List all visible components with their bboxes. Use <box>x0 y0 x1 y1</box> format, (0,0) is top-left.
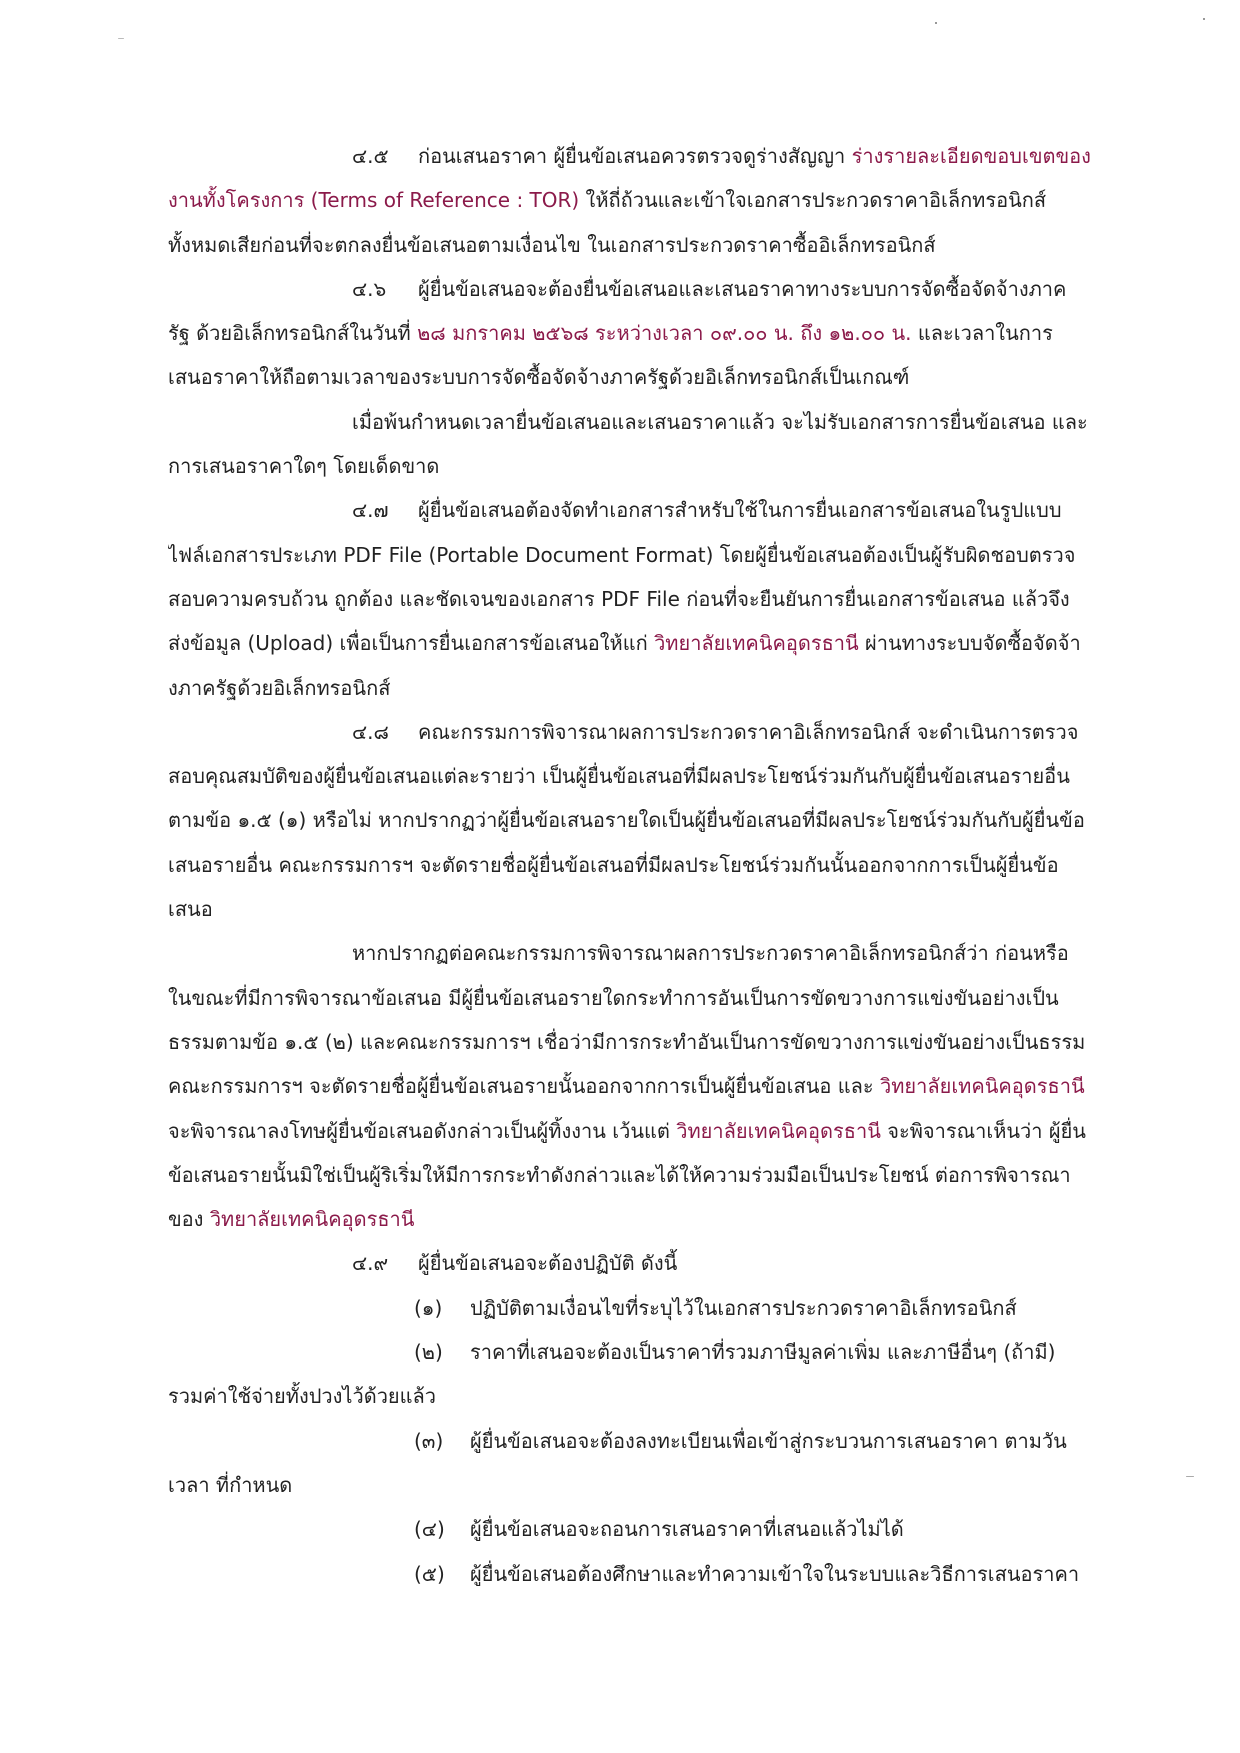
clause-4-5-line-1 <box>168 134 1110 178</box>
clause-4-9-item-3-cont <box>168 1463 1110 1507</box>
text-run: และเวลาในการ <box>911 321 1053 346</box>
text-run: เสนอ <box>168 897 213 922</box>
clause-number: ๔.๙ <box>352 1251 389 1276</box>
highlighted-text: งานทั้งโครงการ (Terms of Reference : TOR) <box>168 188 580 213</box>
clause-number: ๔.๖ <box>352 276 387 301</box>
text-run: ผู้ยื่นข้อเสนอจะต้องลงทะเบียนเพื่อเข้าสู่กระบวนการเสนอราคา ตามวัน <box>470 1428 1067 1453</box>
clause-4-7-line-3 <box>168 577 1110 621</box>
clause-4-8-line-2 <box>168 754 1110 798</box>
clause-4-8-para2-line-6 <box>168 1153 1110 1197</box>
text-run: จะพิจารณาเห็นว่า ผู้ยื่น <box>880 1118 1086 1143</box>
clause-4-8-line-3 <box>168 798 1110 842</box>
clause-4-8-para2-line-1 <box>168 931 1110 975</box>
text-run: ธรรมตามข้อ ๑.๕ (๒) และคณะกรรมการฯ เชื่อว่ามีการกระทำอันเป็นการขัดขวางการแข่งขันอย่างเป็นธรรม <box>168 1029 1086 1054</box>
item-number: (๒) <box>414 1340 443 1365</box>
text-run: การเสนอราคาใดๆ โดยเด็ดขาด <box>168 454 440 479</box>
clause-4-6-line-1 <box>168 267 1110 311</box>
text-run: เสนอราคาให้ถือตามเวลาของระบบการจัดซื้อจัดจ้างภาครัฐด้วยอิเล็กทรอนิกส์เป็นเกณฑ์ <box>168 365 910 390</box>
text-run: ตามข้อ ๑.๕ (๑) หรือไม่ หากปรากฏว่าผู้ยื่นข้อเสนอรายใดเป็นผู้ยื่นข้อเสนอที่มีผลประโยชน์ร่วมกันกับผู้ยื่นข้อ <box>168 808 1085 833</box>
clause-number: ๔.๗ <box>352 498 389 523</box>
clause-4-8-para2-line-2 <box>168 976 1110 1020</box>
text-run: งภาครัฐด้วยอิเล็กทรอนิกส์ <box>168 675 391 700</box>
clause-4-8-para2-line-3 <box>168 1020 1110 1064</box>
clause-4-8-line-1 <box>168 710 1110 754</box>
text-run: ไฟล์เอกสารประเภท PDF File (Portable Document Format) โดยผู้ยื่นข้อเสนอต้องเป็นผู้รับผิดชอบตรวจ <box>168 542 1076 567</box>
clause-4-8-line-5 <box>168 887 1110 931</box>
text-run: สอบความครบถ้วน ถูกต้อง และชัดเจนของเอกสาร PDF File ก่อนที่จะยืนยันการยื่นเอกสารข้อเสนอ แล้วจึง <box>168 586 1070 611</box>
scan-speck <box>935 22 937 24</box>
text-run: รวมค่าใช้จ่ายทั้งปวงไว้ด้วยแล้ว <box>168 1384 437 1409</box>
clause-4-6-line-3 <box>168 355 1110 399</box>
item-number: (๓) <box>414 1428 444 1453</box>
text-run: รัฐ ด้วยอิเล็กทรอนิกส์ในวันที่ <box>168 321 418 346</box>
scan-speck <box>1203 18 1205 20</box>
clause-4-8-line-4 <box>168 843 1110 887</box>
text-run: ของ <box>168 1207 210 1232</box>
clause-4-9-item-4 <box>168 1507 1110 1551</box>
clause-4-5-line-3 <box>168 223 1110 267</box>
text-run: หากปรากฏต่อคณะกรรมการพิจารณาผลการประกวดราคาอิเล็กทรอนิกส์ว่า ก่อนหรือ <box>352 941 1069 966</box>
item-number: (๕) <box>414 1561 445 1586</box>
text-run: ผู้ยื่นข้อเสนอจะต้องยื่นข้อเสนอและเสนอราคาทางระบบการจัดซื้อจัดจ้างภาค <box>418 276 1067 301</box>
text-run: ในขณะที่มีการพิจารณาข้อเสนอ มีผู้ยื่นข้อเสนอรายใดกระทำการอันเป็นการขัดขวางการแข่งขันอย่างเป็น <box>168 985 1059 1010</box>
text-run: เมื่อพ้นกำหนดเวลายื่นข้อเสนอและเสนอราคาแล้ว จะไม่รับเอกสารการยื่นข้อเสนอ และ <box>352 409 1088 434</box>
clause-4-9-line-1 <box>168 1241 1110 1285</box>
text-run: สอบคุณสมบัติของผู้ยื่นข้อเสนอแต่ละรายว่า เป็นผู้ยื่นข้อเสนอที่มีผลประโยชน์ร่วมกันกับผู้ยื่นข้อเสนอรายอื่น <box>168 764 1070 789</box>
text-run: ส่งข้อมูล (Upload) เพื่อเป็นการยื่นเอกสารข้อเสนอให้แก่ <box>168 631 655 656</box>
highlighted-institution: วิทยาลัยเทคนิคอุดรธานี <box>676 1118 881 1143</box>
scan-speck <box>118 38 124 39</box>
highlighted-institution: วิทยาลัยเทคนิคอุดรธานี <box>880 1074 1085 1099</box>
clause-4-7-line-5 <box>168 666 1110 710</box>
text-run: ก่อนเสนอราคา ผู้ยื่นข้อเสนอควรตรวจดูร่างสัญญา <box>418 144 852 168</box>
text-run: ปฏิบัติตามเงื่อนไขที่ระบุไว้ในเอกสารประกวดราคาอิเล็กทรอนิกส์ <box>470 1295 1017 1320</box>
text-run: ราคาที่เสนอจะต้องเป็นราคาที่รวมภาษีมูลค่าเพิ่ม และภาษีอื่นๆ (ถ้ามี) <box>470 1340 1056 1365</box>
clause-4-7-line-4 <box>168 621 1110 665</box>
text-run: ผู้ยื่นข้อเสนอต้องจัดทำเอกสารสำหรับใช้ในการยื่นเอกสารข้อเสนอในรูปแบบ <box>418 498 1062 523</box>
highlighted-date-time: ๒๘ มกราคม ๒๕๖๘ ระหว่างเวลา ๐๙.๐๐ น. ถึง ๑๒.๐๐ น. <box>417 321 912 346</box>
clause-4-8-para2-line-4 <box>168 1064 1110 1108</box>
text-run: ข้อเสนอรายนั้นมิใช่เป็นผู้ริเริ่มให้มีการกระทำดังกล่าวและได้ให้ความร่วมมือเป็นประโยชน์ ต่อการพิจารณา <box>168 1162 1071 1187</box>
clause-4-9-item-5 <box>168 1552 1110 1596</box>
clause-4-9-item-3 <box>168 1419 1110 1463</box>
text-run: คณะกรรมการพิจารณาผลการประกวดราคาอิเล็กทรอนิกส์ จะดำเนินการตรวจ <box>418 719 1079 744</box>
clause-4-6-line-4 <box>168 400 1110 444</box>
clause-number: ๔.๕ <box>352 144 389 168</box>
clause-4-7-line-1 <box>168 488 1110 532</box>
text-run: เวลา ที่กำหนด <box>168 1472 293 1497</box>
clause-4-9-item-2 <box>168 1330 1110 1374</box>
highlighted-institution: วิทยาลัยเทคนิคอุดรธานี <box>209 1207 415 1232</box>
clause-4-7-line-2 <box>168 533 1110 577</box>
text-run: ผู้ยื่นข้อเสนอจะต้องปฏิบัติ ดังนี้ <box>418 1251 678 1276</box>
clause-4-9-item-1 <box>168 1286 1110 1330</box>
clause-4-6-line-5 <box>168 444 1110 488</box>
item-number: (๔) <box>414 1517 445 1542</box>
text-run: ผู้ยื่นข้อเสนอต้องศึกษาและทำความเข้าใจในระบบและวิธีการเสนอราคา <box>470 1561 1080 1586</box>
text-run: ให้ถี่ถ้วนและเข้าใจเอกสารประกวดราคาอิเล็กทรอนิกส์ <box>579 188 1047 213</box>
text-run: ผ่านทางระบบจัดซื้อจัดจ้า <box>858 631 1081 656</box>
clause-4-5-line-2 <box>168 178 1110 222</box>
clause-4-8-para2-line-7 <box>168 1197 1110 1241</box>
text-run: เสนอรายอื่น คณะกรรมการฯ จะตัดรายชื่อผู้ยื่นข้อเสนอที่มีผลประโยชน์ร่วมกันนั้นออกจากการเป็นผู้ยื่นข้อ <box>168 852 1059 877</box>
text-run: จะพิจารณาลงโทษผู้ยื่นข้อเสนอดังกล่าวเป็นผู้ทิ้งงาน เว้นแต่ <box>168 1118 677 1143</box>
clause-4-9-item-2-cont <box>168 1374 1110 1418</box>
clause-4-8-para2-line-5 <box>168 1109 1110 1153</box>
document-body <box>168 134 1110 1596</box>
clause-number: ๔.๘ <box>352 719 389 744</box>
text-run: ผู้ยื่นข้อเสนอจะถอนการเสนอราคาที่เสนอแล้วไม่ได้ <box>470 1517 904 1542</box>
text-run: ทั้งหมดเสียก่อนที่จะตกลงยื่นข้อเสนอตามเงื่อนไข ในเอกสารประกวดราคาซื้ออิเล็กทรอนิกส์ <box>168 232 936 257</box>
highlighted-text: ร่างรายละเอียดขอบเขตของ <box>851 144 1091 168</box>
item-number: (๑) <box>414 1295 443 1320</box>
highlighted-institution: วิทยาลัยเทคนิคอุดรธานี <box>654 631 859 656</box>
clause-4-6-line-2 <box>168 311 1110 355</box>
text-run: คณะกรรมการฯ จะตัดรายชื่อผู้ยื่นข้อเสนอรายนั้นออกจากการเป็นผู้ยื่นข้อเสนอ และ <box>168 1074 880 1099</box>
scan-speck <box>1186 1476 1194 1477</box>
